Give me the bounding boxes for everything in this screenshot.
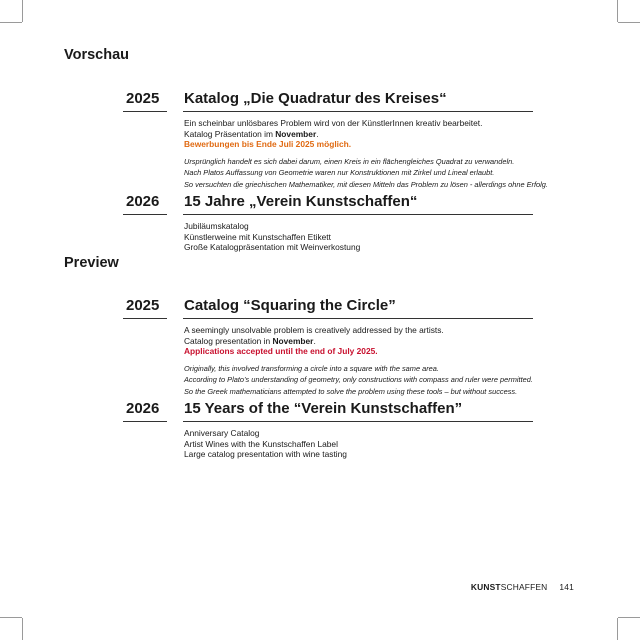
- background-note: [184, 363, 533, 398]
- entry-2026-de: [123, 193, 533, 253]
- body-line: Künstlerweine mit Kunstschaffen Etikett: [184, 231, 331, 242]
- body-text: .: [313, 335, 316, 346]
- entry-year: 2025: [126, 90, 160, 107]
- body-bold: November: [272, 335, 314, 346]
- divider: [123, 214, 167, 215]
- entry-body: [184, 325, 533, 398]
- brand-name-bold: KUNST: [470, 582, 501, 592]
- body-line: Large catalog presentation with wine tasting: [184, 449, 347, 460]
- section-heading-vorschau: Vorschau: [64, 47, 130, 63]
- crop-mark: [618, 22, 640, 23]
- section-heading-preview: Preview: [64, 255, 119, 271]
- entry-year: 2025: [126, 297, 160, 314]
- body-line: Große Katalogpräsentation mit Weinverkostung: [184, 242, 361, 253]
- entry-body: [184, 428, 533, 460]
- body-text: Katalog Präsentation im: [184, 128, 276, 139]
- entry-body: [184, 118, 548, 191]
- divider: [123, 318, 167, 319]
- crop-mark: [22, 618, 23, 640]
- entry-2025-de: [123, 90, 548, 191]
- entry-title: Katalog „Die Quadratur des Kreises“: [184, 90, 447, 107]
- body-text: Catalog presentation in: [184, 335, 273, 346]
- deadline-highlight: Bewerbungen bis Ende Juli 2025 möglich.: [184, 139, 352, 150]
- note-line: Originally, this involved transforming a circle into a square with the same area.: [184, 363, 439, 373]
- note-line: So versuchten die griechischen Mathematiker, mit diesen Mitteln das Problem zu lösen - allerdings ohne Erfolg.: [184, 179, 548, 189]
- body-line: A seemingly unsolvable problem is creatively addressed by the artists.: [184, 325, 444, 335]
- body-line: Anniversary Catalog: [184, 428, 260, 438]
- entry-body: [184, 221, 533, 253]
- brand-name-regular: SCHAFFEN: [500, 582, 548, 592]
- page-number: 141: [559, 582, 574, 592]
- crop-mark: [0, 617, 22, 618]
- body-line: [184, 129, 533, 140]
- body-line: [184, 336, 533, 347]
- note-line: So the Greek mathematicians attempted to solve the problem using these tools – but without success.: [184, 386, 518, 396]
- entry-header: [123, 297, 533, 319]
- body-line: Jubiläumskatalog: [184, 221, 249, 231]
- divider: [183, 318, 533, 319]
- page-footer: [471, 582, 574, 592]
- crop-mark: [0, 22, 22, 23]
- entry-title: 15 Years of the “Verein Kunstschaffen”: [184, 400, 463, 417]
- background-note: [184, 156, 548, 191]
- note-line: Ursprünglich handelt es sich dabei darum, einen Kreis in ein flächengleiches Quadrat zu verwandeln.: [184, 156, 515, 166]
- body-bold: November: [275, 128, 317, 139]
- entry-year: 2026: [126, 400, 160, 417]
- entry-header: [123, 193, 533, 215]
- divider: [183, 214, 533, 215]
- crop-mark: [22, 0, 23, 22]
- crop-mark: [617, 618, 618, 640]
- body-line: Ein scheinbar unlösbares Problem wird von der KünstlerInnen kreativ bearbeitet.: [184, 118, 483, 128]
- divider: [123, 421, 167, 422]
- note-line: Nach Platos Auffassung von Geometrie waren nur Konstruktionen mit Zirkel und Lineal erlaubt.: [184, 168, 495, 178]
- entry-title: Catalog “Squaring the Circle”: [184, 297, 396, 314]
- note-line: According to Plato’s understanding of geometry, only constructions with compass and ruler were permitted.: [184, 375, 533, 385]
- entry-2026-en: [123, 400, 533, 460]
- entry-header: [123, 90, 533, 112]
- entry-header: [123, 400, 533, 422]
- divider: [123, 111, 167, 112]
- divider: [183, 111, 533, 112]
- body-text: .: [316, 128, 319, 139]
- entry-2025-en: [123, 297, 533, 398]
- crop-mark: [618, 617, 640, 618]
- divider: [183, 421, 533, 422]
- entry-title: 15 Jahre „Verein Kunstschaffen“: [184, 193, 418, 210]
- crop-mark: [617, 0, 618, 22]
- deadline-highlight: Applications accepted until the end of July 2025.: [184, 346, 378, 357]
- entry-year: 2026: [126, 193, 160, 210]
- body-line: Artist Wines with the Kunstschaffen Label: [184, 438, 338, 449]
